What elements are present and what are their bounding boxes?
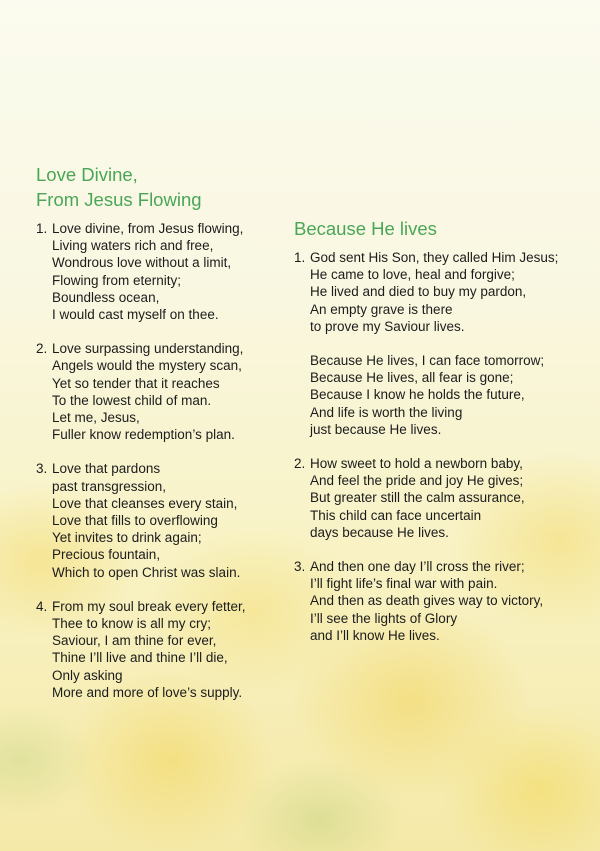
stanza-line: Love that pardons (52, 461, 161, 477)
stanza-line: Fuller know redemption’s plan. (52, 427, 235, 443)
stanza (36, 460, 286, 580)
stanza-line: Angels would the mystery scan, (52, 358, 242, 374)
hymn-title-line: Love Divine, (36, 164, 138, 185)
stanza-line: and I’ll know He lives. (310, 627, 440, 643)
stanza (294, 558, 584, 644)
stanza (294, 455, 584, 541)
stanza-line: More and more of love’s supply. (52, 684, 243, 700)
hymn-because-he-lives (294, 216, 584, 661)
stanza-line: And life is worth the living (310, 404, 463, 420)
stanza-line: I’ll fight life’s final war with pain. (310, 576, 498, 592)
stanza-line: Love divine, from Jesus flowing, (52, 221, 244, 236)
stanza (36, 598, 286, 701)
stanza-line: Because I know he holds the future, (310, 387, 525, 403)
stanza-line: Because He lives, all fear is gone; (310, 370, 514, 386)
stanza-line: Wondrous love without a limit, (52, 255, 232, 271)
stanza-line: Love that fills to overflowing (52, 513, 218, 529)
stanza-line: He came to love, heal and forgive; (310, 267, 515, 283)
stanza-line: And feel the pride and joy He gives; (310, 473, 524, 489)
stanza-number: 1. (294, 250, 306, 265)
stanza-line: Saviour, I am thine for ever, (52, 633, 217, 649)
stanza-line: Love surpassing understanding, (52, 341, 244, 357)
stanza (36, 220, 286, 323)
hymn-love-divine (36, 162, 286, 718)
stanza-line: Living waters rich and free, (52, 238, 214, 254)
stanza-line: Yet so tender that it reaches (52, 375, 220, 391)
stanza-number: 2. (294, 456, 306, 472)
hymn-title-line: From Jesus Flowing (36, 189, 202, 210)
stanza-line: Flowing from eternity; (52, 272, 182, 288)
stanza-line: Boundless ocean, (52, 289, 160, 305)
stanza-line: But greater still the calm assurance, (310, 490, 525, 506)
stanza-line: God sent His Son, they called Him Jesus; (310, 250, 559, 265)
hymn-title (36, 162, 286, 212)
hymn-title-line: Because He lives (294, 218, 437, 239)
stanza-line: To the lowest child of man. (52, 392, 212, 408)
stanza (294, 249, 584, 335)
stanza-line: I’ll see the lights of Glory (310, 610, 458, 626)
stanza-line: Let me, Jesus, (52, 410, 140, 426)
stanza-line: Yet invites to drink again; (52, 530, 202, 546)
stanza-line: Thee to know is all my cry; (52, 616, 212, 632)
hymn-title (294, 216, 584, 241)
stanza-line: just because He lives. (310, 421, 442, 437)
stanza-number: 3. (294, 559, 306, 575)
stanza-line: past transgression, (52, 478, 167, 494)
stanza-line: Because He lives, I can face tomorrow; (310, 353, 545, 369)
stanza-line: Only asking (52, 667, 123, 683)
stanza-list (36, 220, 286, 701)
stanza-line: This child can face uncertain (310, 507, 482, 523)
stanza-number: 4. (36, 598, 48, 614)
stanza-number: 3. (36, 461, 48, 477)
stanza-number: 1. (36, 221, 48, 236)
stanza (294, 352, 584, 438)
stanza-line: And then one day I’ll cross the river; (310, 559, 525, 575)
stanza (36, 340, 286, 443)
stanza-line: Which to open Christ was slain. (52, 564, 241, 580)
stanza-line: He lived and died to buy my pardon, (310, 284, 527, 300)
stanza-line: Precious fountain, (52, 547, 161, 563)
stanza-line: An empty grave is there (310, 301, 453, 317)
stanza-line: And then as death gives way to victory, (310, 593, 544, 609)
stanza-line: days because He lives. (310, 524, 449, 540)
stanza-line: I would cast myself on thee. (52, 307, 219, 323)
stanza-line: to prove my Saviour lives. (310, 318, 465, 334)
stanza-line: How sweet to hold a newborn baby, (310, 456, 523, 472)
stanza-line: Love that cleanses every stain, (52, 495, 238, 511)
stanza-line: Thine I’ll live and thine I’ll die, (52, 650, 228, 666)
stanza-list (294, 249, 584, 644)
stanza-line: From my soul break every fetter, (52, 598, 246, 614)
stanza-number: 2. (36, 341, 48, 357)
